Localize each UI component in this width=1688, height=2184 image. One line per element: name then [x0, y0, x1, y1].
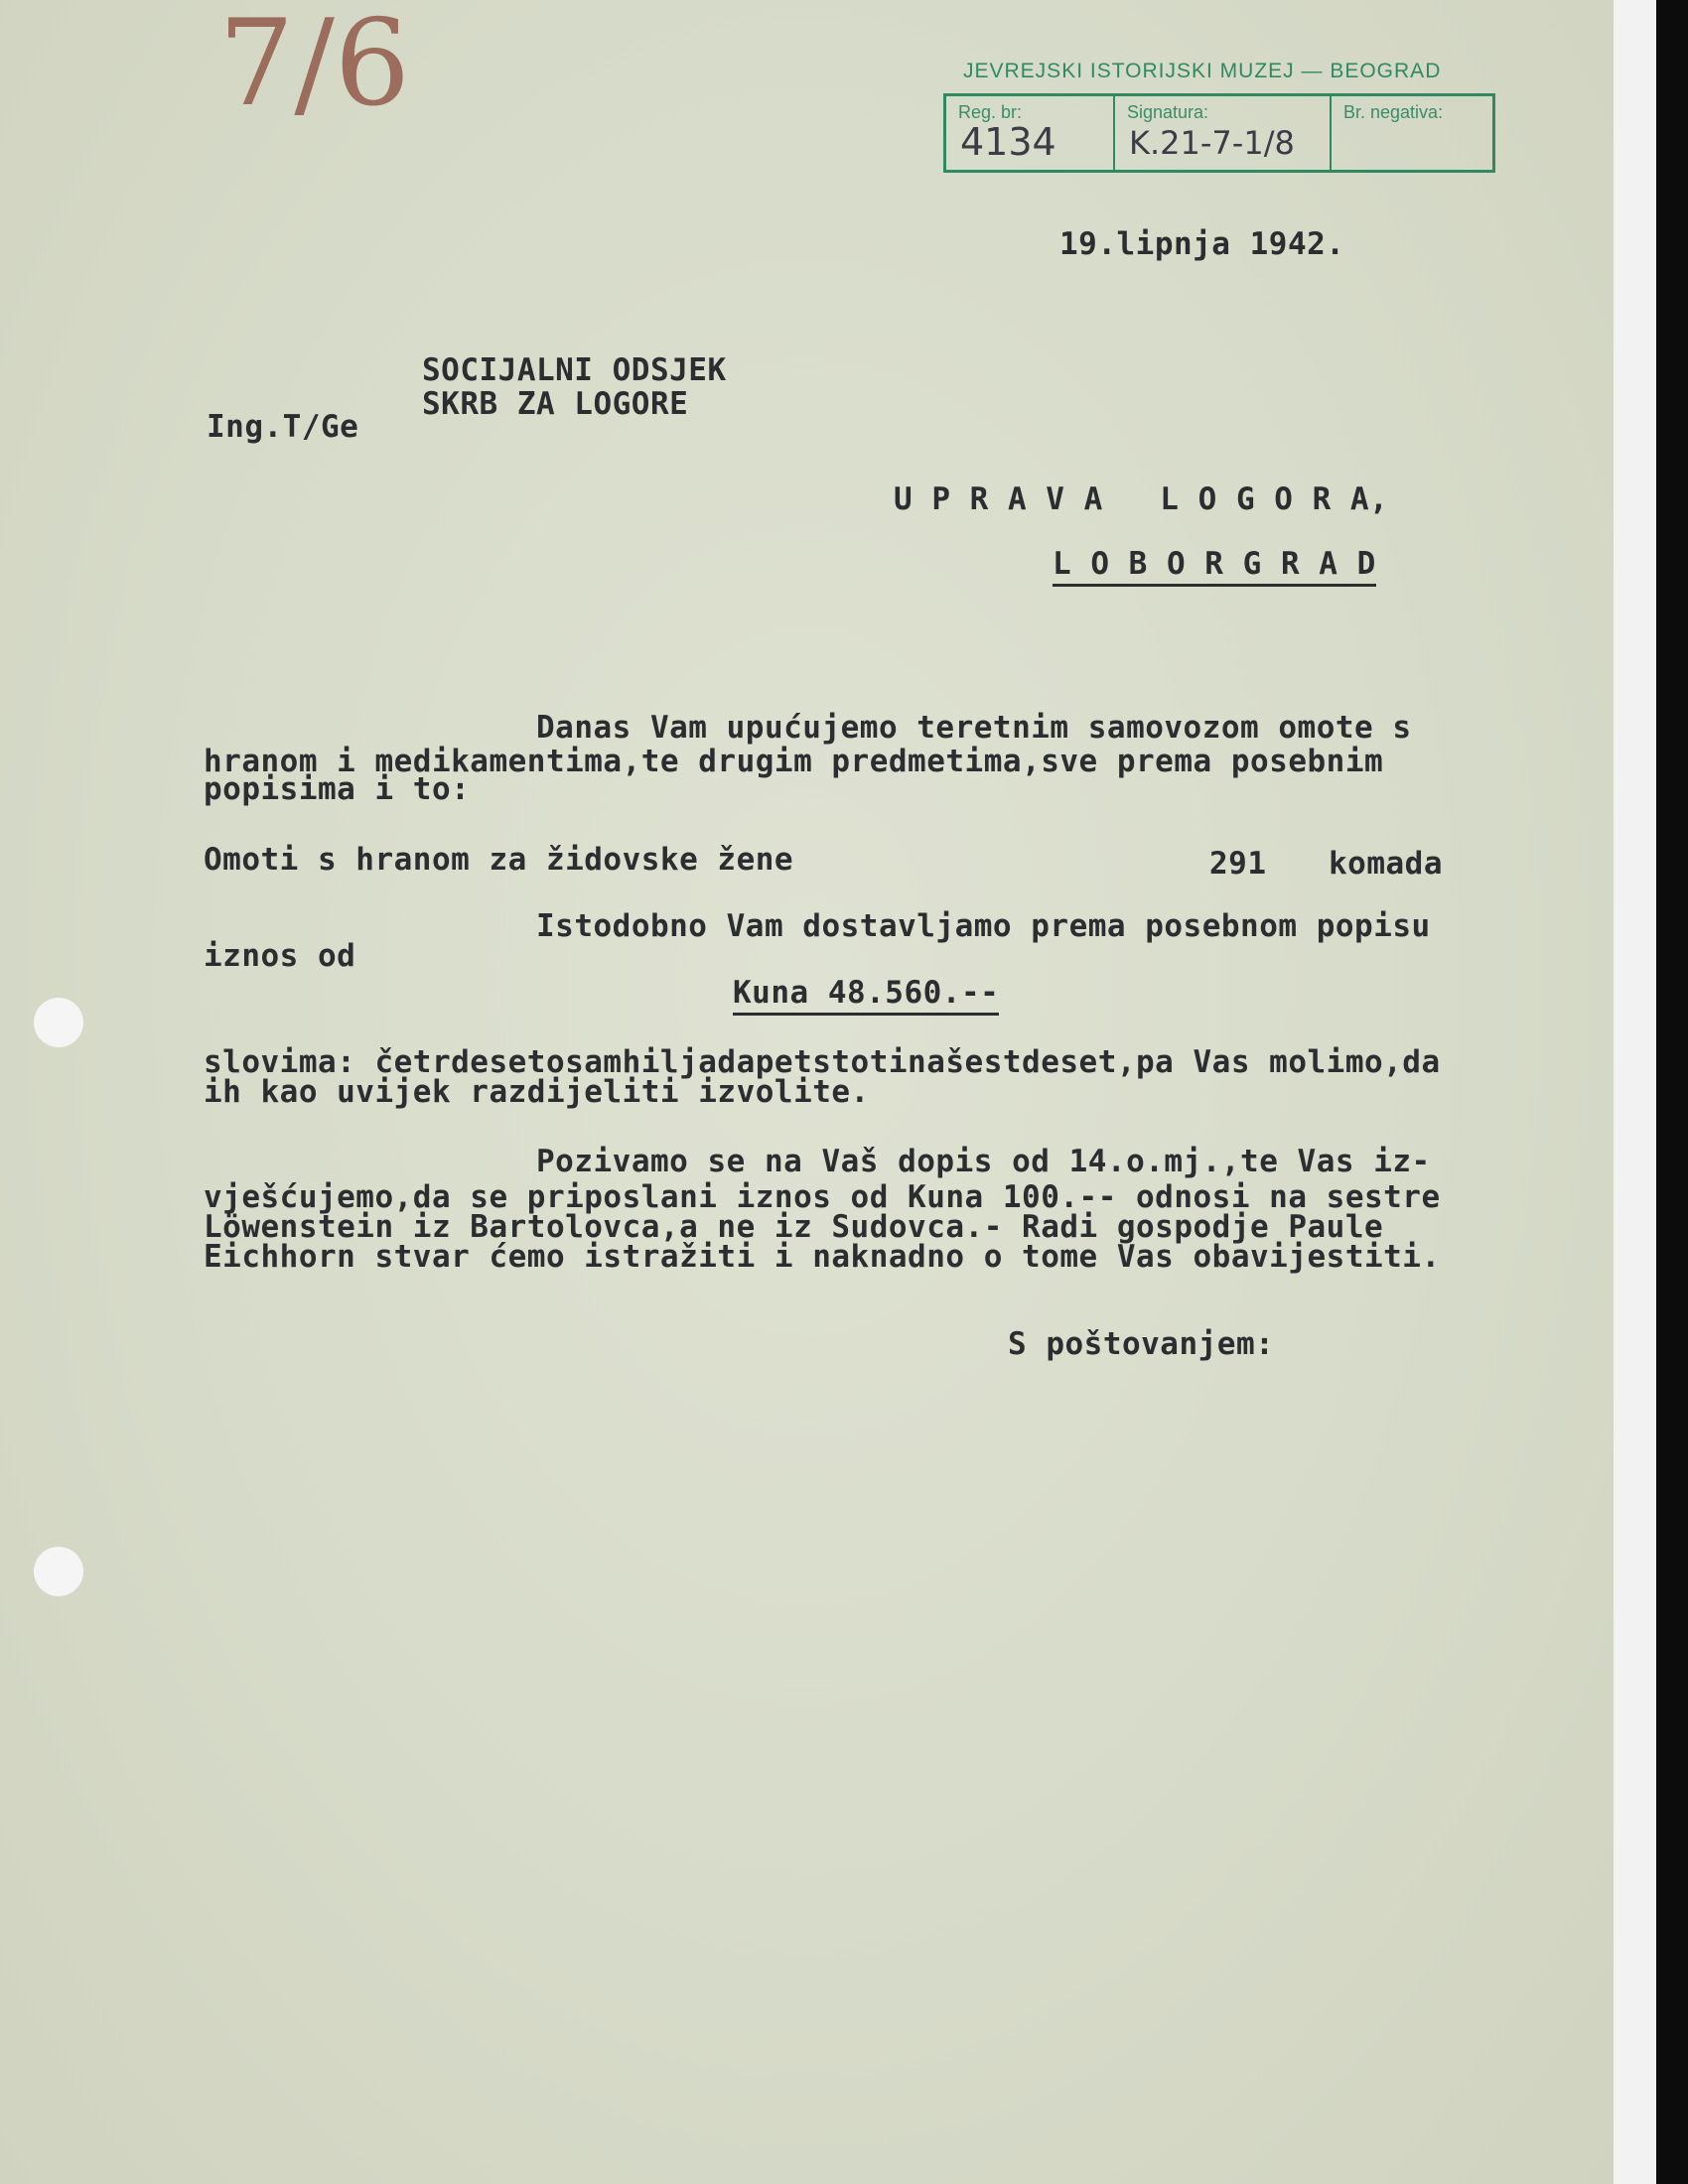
body-line: Pozivamo se na Vaš dopis od 14.o.mj.,te Vas iz- [536, 1144, 1431, 1179]
handwritten-mark: 7/6 [218, 0, 411, 133]
body-line: popisima i to: [204, 771, 471, 807]
stamp-title: JEVREJSKI ISTORIJSKI MUZEJ — BEOGRAD [963, 60, 1442, 82]
body-line: iznos od [204, 938, 356, 974]
item-label: Omoti s hranom za židovske žene [204, 842, 794, 878]
body-line: Löwenstein iz Bartolovca,a ne iz Sudovca.- Radi gospodje Paule [204, 1209, 1384, 1245]
body-line: ih kao uvijek razdijeliti izvolite. [204, 1074, 870, 1110]
recipient-line-2: L O B O R G R A D [1053, 546, 1376, 587]
stamp-reg-value: 4134 [960, 120, 1056, 164]
museum-stamp [943, 93, 1495, 173]
sender-line-1: SOCIJALNI ODSJEK [422, 352, 727, 388]
item-quantity: 291 [1209, 846, 1267, 882]
body-line: Eichhorn stvar ćemo istražiti i naknadno o tome Vas obavijestiti. [204, 1239, 1441, 1275]
body-line: hranom i medikamentima,te drugim predmetima,sve prema posebnim [204, 744, 1384, 779]
stamp-reg-cell [946, 96, 1115, 170]
stamp-negative-label: Br. negativa: [1343, 102, 1444, 122]
reference-mark: Ing.T/Ge [207, 409, 359, 445]
body-line: vješćujemo,da se priposlani iznos od Kuna 100.-- odnosi na sestre [204, 1179, 1441, 1215]
body-line: Istodobno Vam dostavljamo prema posebnom popisu [536, 908, 1431, 944]
sender-line-2: SKRB ZA LOGORE [422, 386, 689, 422]
stamp-signature-label: Signatura: [1127, 102, 1209, 122]
stamp-signature-cell [1115, 96, 1332, 170]
punch-hole [34, 1547, 83, 1596]
item-unit: komada [1329, 846, 1443, 882]
body-line: slovima: četrdesetosamhiljadapetstotinašestdeset,pa Vas molimo,da [204, 1044, 1441, 1080]
recipient-line-1: U P R A V A L O G O R A, [894, 481, 1389, 517]
letter-date: 19.lipnja 1942. [1059, 226, 1345, 262]
closing: S poštovanjem: [1008, 1326, 1275, 1362]
body-line: Danas Vam upućujemo teretnim samovozom omote s [536, 710, 1412, 746]
stamp-reg-label: Reg. br: [958, 102, 1023, 122]
amount: Kuna 48.560.-- [733, 975, 999, 1016]
stamp-signature-value: K.21-7-1/8 [1129, 124, 1295, 162]
stamp-negative-cell [1332, 96, 1492, 170]
scan-border [1656, 0, 1688, 2184]
punch-hole [34, 998, 83, 1047]
